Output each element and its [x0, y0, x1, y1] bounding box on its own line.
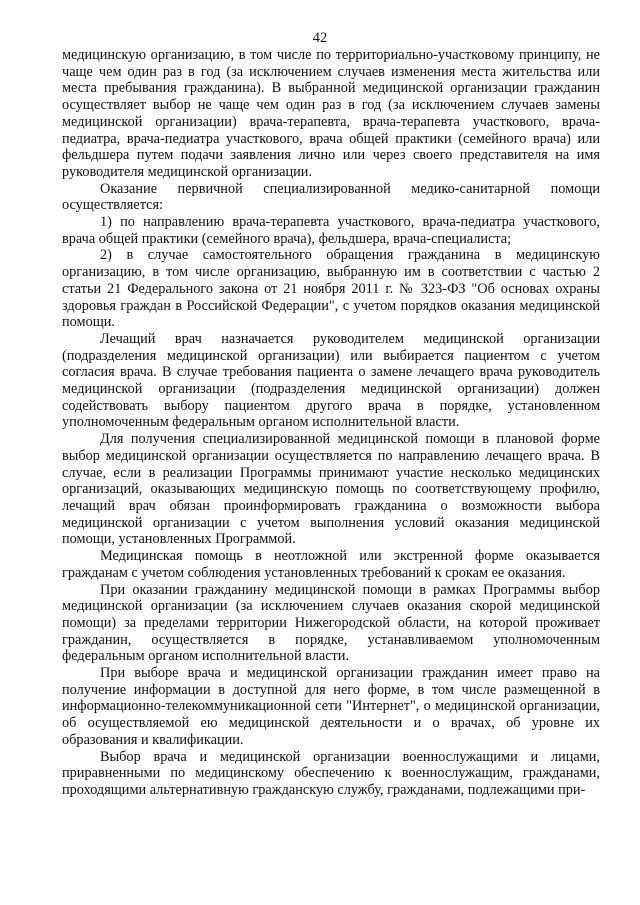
- paragraph-7: Медицинская помощь в неотложной или экстренной форме оказывается гражданам с учетом соблюдения установленных требований к срокам ее оказания.: [62, 548, 600, 581]
- page-number: 42: [312, 30, 328, 46]
- paragraph-8: При оказании гражданину медицинской помощи в рамках Программы выбор медицинской организации (за исключением случаев оказания скорой медицинской помощи) за пределами территории Нижегородской области, на которой проживает гражданин, осуществляется в порядке, устанавливаемом уполномоченным федеральным органом исполнительной власти.: [62, 581, 600, 665]
- paragraph-10: Выбор врача и медицинской организации военнослужащими и лицами, приравненными по медицинскому обеспечению к военнослужащим, гражданами, проходящими альтернативную гражданскую службу, гражданами, подлежащими при-: [62, 748, 600, 798]
- paragraph-9: При выборе врача и медицинской организации гражданин имеет право на получение информации в доступной для него форме, в том числе размещенной в информационно-телекоммуникационной сети "Интернет", о медицинской организации, об осуществляемой ею медицинской деятельности и о врачах, об уровне их образования и квалификации.: [62, 665, 600, 748]
- paragraph-5: Лечащий врач назначается руководителем медицинской организации (подразделения медицинской организации) или выбирается пациентом с учетом согласия врача. В случае требования пациента о замене лечащего врача руководитель медицинской организации (подразделения медицинской организации) должен содействовать выбору пациентом другого врача в порядке, установленном уполномоченным федеральным органом исполнительной власти.: [62, 330, 600, 431]
- paragraph-3: 1) по направлению врача-терапевта участкового, врача-педиатра участкового, врача общей практики (семейного врача), фельдшера, врача-специалиста;: [62, 214, 600, 247]
- paragraph-6: Для получения специализированной медицинской помощи в плановой форме выбор медицинской организации осуществляется по направлению лечащего врача. В случае, если в реализации Программы принимают участие несколько медицинских организаций, оказывающих медицинскую помощь по соответствующему профилю, лечащий врач обязан проинформировать гражданина о возможности выбора медицинской организации с учетом выполнения условий оказания медицинской помощи, установленных Программой.: [62, 431, 600, 548]
- document-body: [62, 47, 600, 799]
- paragraph-1: медицинскую организацию, в том числе по территориально-участковому принципу, не чаще чем один раз в год (за исключением случаев изменения места жительства или места пребывания гражданина). В выбранной медицинской организации гражданин осуществляет выбор не чаще чем один раз в год (за исключением случаев замены медицинской организации) врача-терапевта, врача-терапевта участкового, врача-педиатра, врача-педиатра участкового, врача общей практики (семейного врача) или фельдшера путем подачи заявления лично или через своего представителя на имя руководителя медицинской организации.: [62, 47, 600, 180]
- paragraph-4: 2) в случае самостоятельного обращения гражданина в медицинскую организацию, в том числе организацию, выбранную им в соответствии с частью 2 статьи 21 Федерального закона от 21 ноября 2011 г. № 323-ФЗ "Об основах охраны здоровья граждан в Российской Федерации", с учетом порядков оказания медицинской помощи.: [62, 247, 600, 331]
- paragraph-2: Оказание первичной специализированной медико-санитарной помощи осуществляется:: [62, 180, 600, 214]
